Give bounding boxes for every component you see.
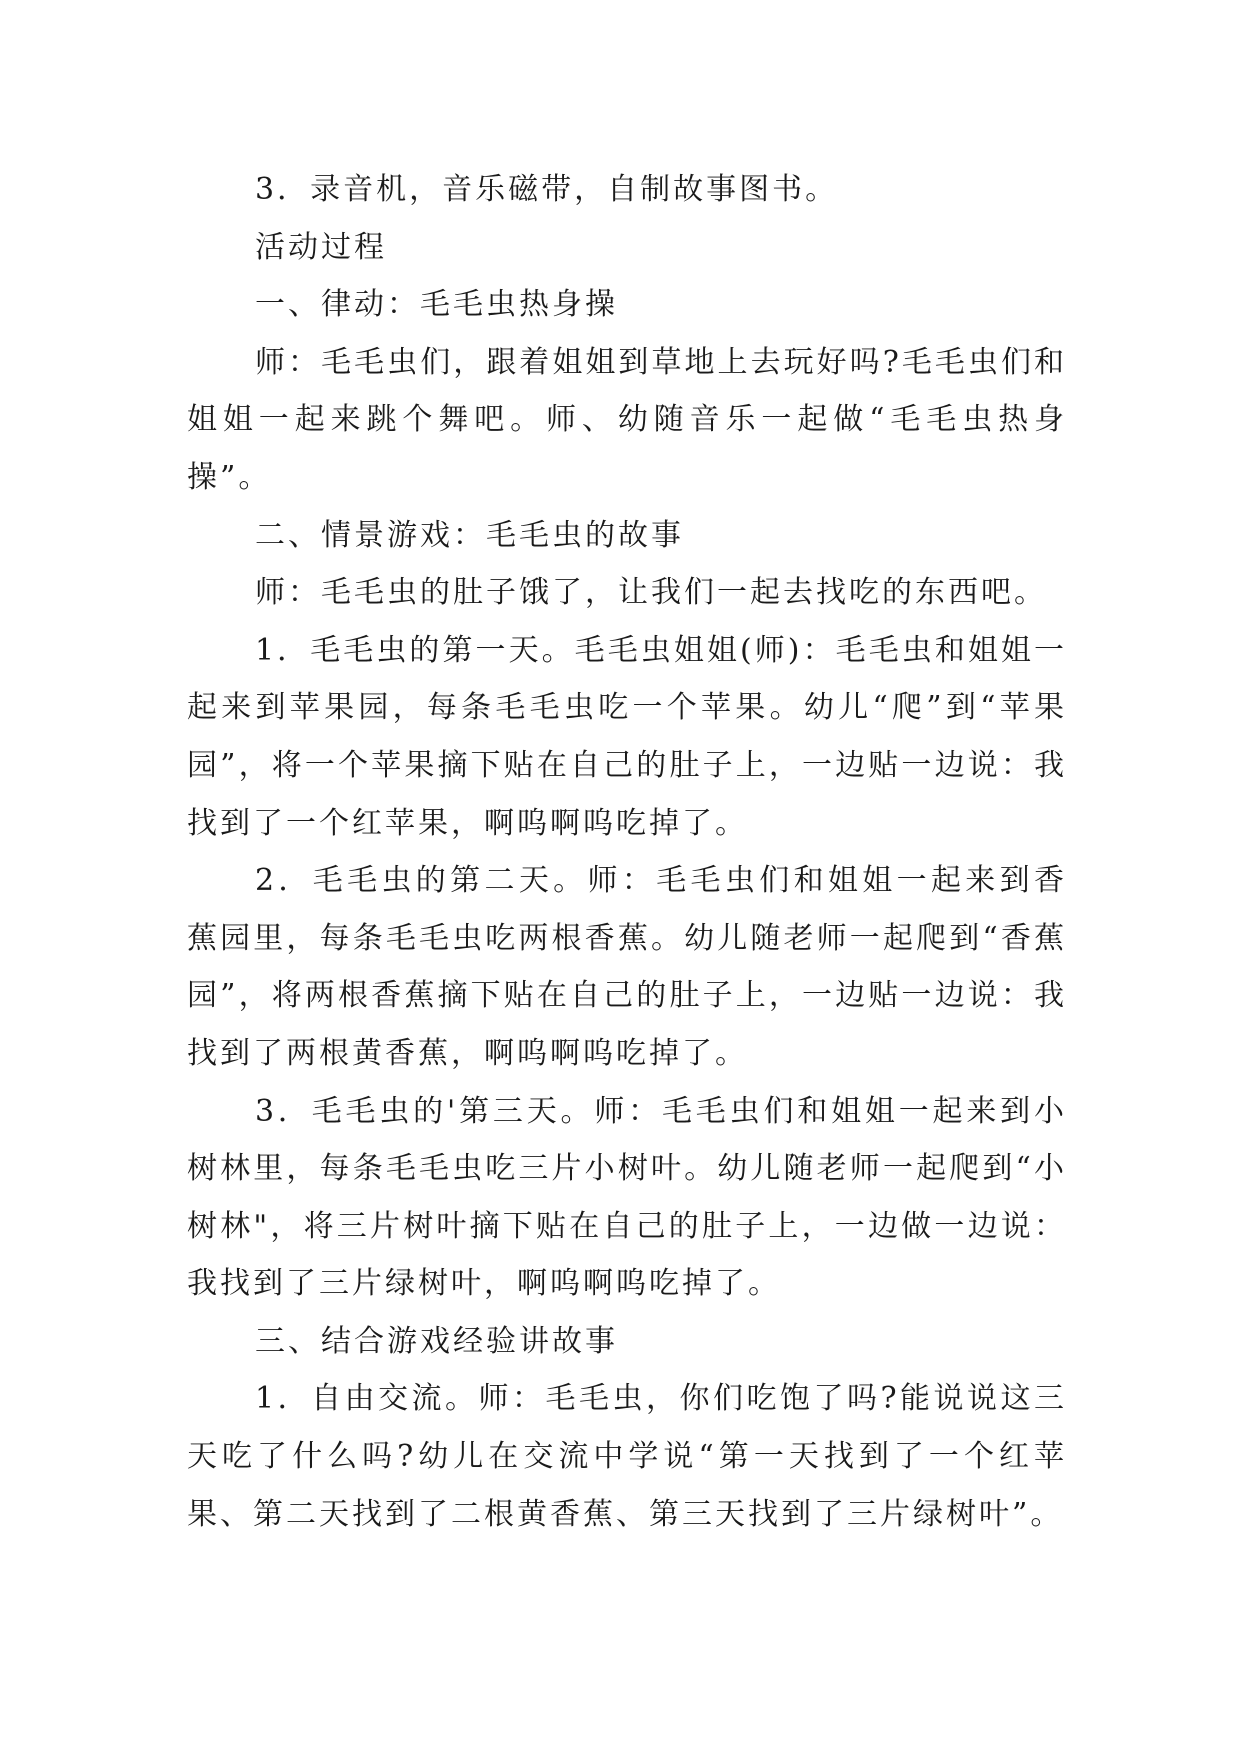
- paragraph-hungry: 师：毛毛虫的肚子饿了，让我们一起去找吃的东西吧。: [255, 575, 1047, 611]
- paragraph-free-exchange: 1．自由交流。师：毛毛虫，你们吃饱了吗?能说说这三天吃了什么吗?幼儿在交流中学说“第一天找到了一个红苹果、第二天找到了二根黄香蕉、第三天找到了三片绿树叶”。: [187, 1381, 1067, 1532]
- paragraph-day-three: 3．毛毛虫的'第三天。师：毛毛虫们和姐姐一起来到小树林里，每条毛毛虫吃三片小树叶。幼儿随老师一起爬到“小树林"，将三片树叶摘下贴在自己的肚子上，一边做一边说：我找到了三片绿树叶，啊呜啊呜吃掉了。: [187, 1093, 1067, 1302]
- paragraph-day-one: 1．毛毛虫的第一天。毛毛虫姐姐(师)：毛毛虫和姐姐一起来到苹果园，每条毛毛虫吃一个苹果。幼儿“爬”到“苹果园”，将一个苹果摘下贴在自己的肚子上，一边贴一边说：我找到了一个红苹果，啊呜啊呜吃掉了。: [187, 632, 1067, 841]
- heading-section-two: 二、情景游戏：毛毛虫的故事: [255, 517, 684, 553]
- paragraph-materials: 3．录音机，音乐磁带，自制故事图书。: [255, 172, 839, 207]
- paragraph-warmup: 师：毛毛虫们，跟着姐姐到草地上去玩好吗?毛毛虫们和姐姐一起来跳个舞吧。师、幼随音乐一起做“毛毛虫热身操”。: [187, 344, 1067, 495]
- heading-section-one: 一、律动：毛毛虫热身操: [255, 287, 618, 323]
- document-body: [187, 161, 1067, 1543]
- heading-activity-process: 活动过程: [255, 229, 387, 265]
- heading-section-three: 三、结合游戏经验讲故事: [255, 1323, 618, 1359]
- paragraph-day-two: 2．毛毛虫的第二天。师：毛毛虫们和姐姐一起来到香蕉园里，每条毛毛虫吃两根香蕉。幼儿随老师一起爬到“香蕉园”，将两根香蕉摘下贴在自己的肚子上，一边贴一边说：我找到了两根黄香蕉，啊呜啊呜吃掉了。: [187, 863, 1067, 1071]
